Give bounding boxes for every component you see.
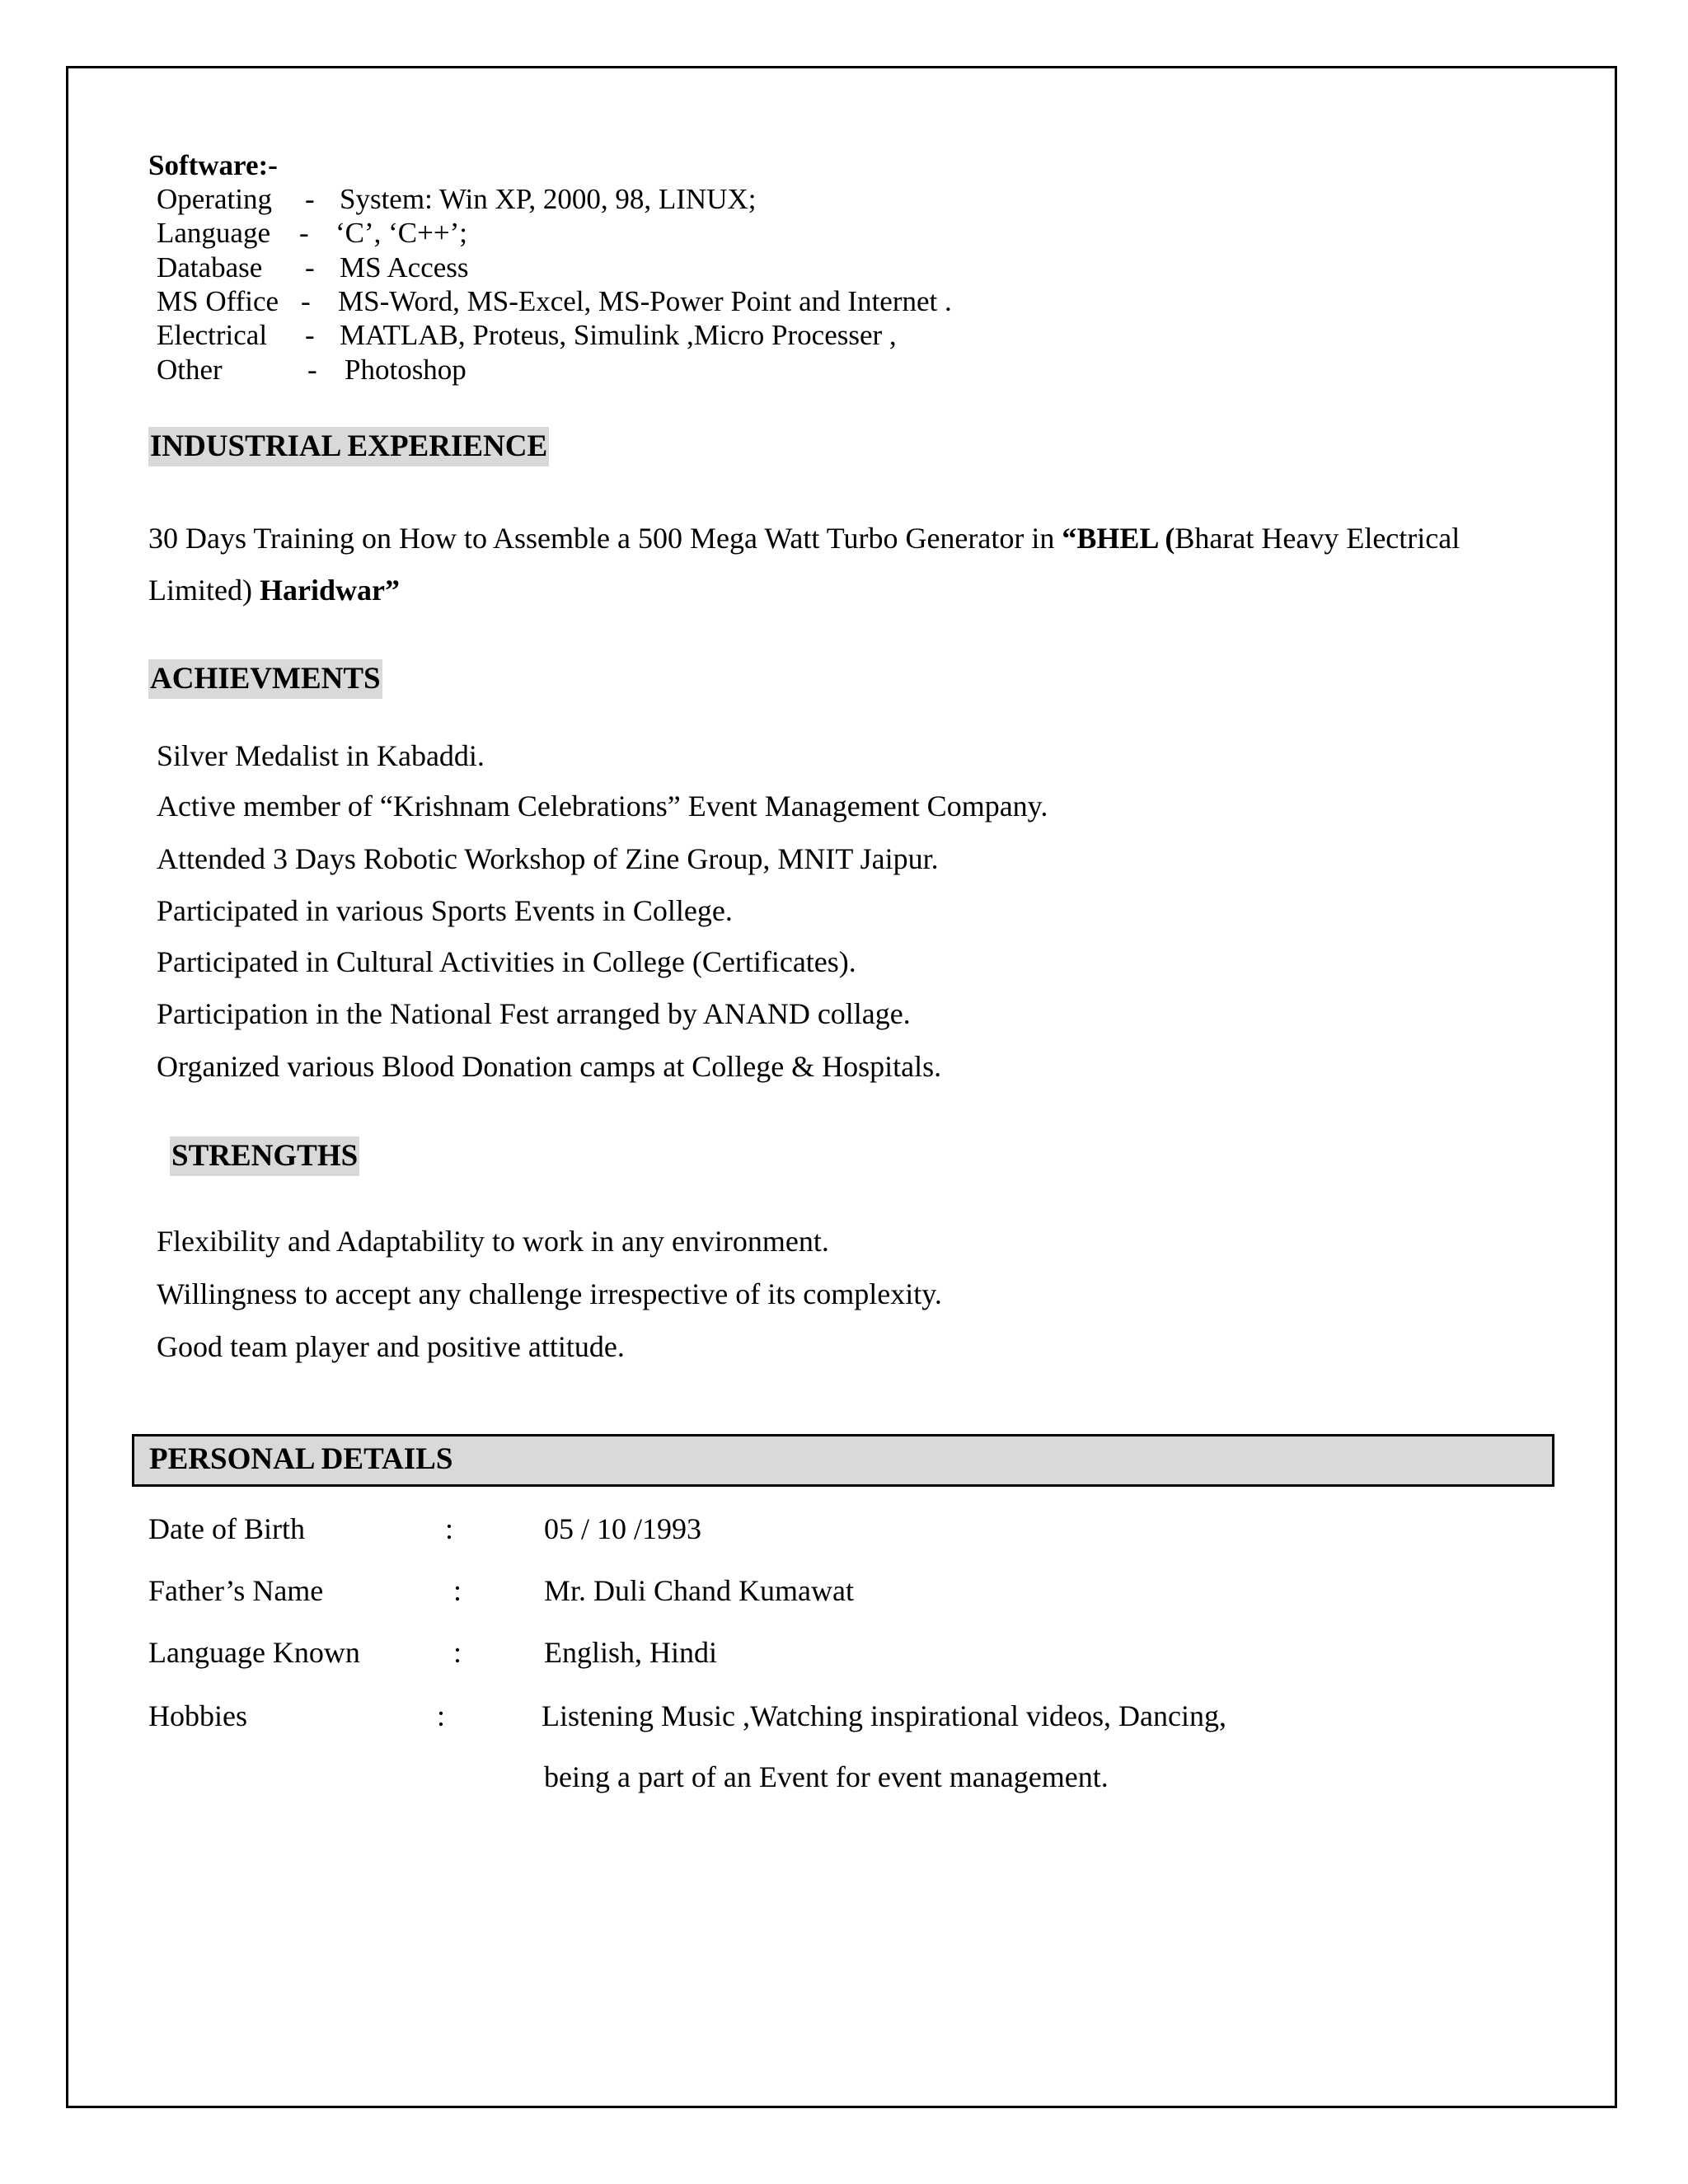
industrial-company-name: Bharat Heavy Electrical [1175,522,1461,555]
achievement-item: Participation in the National Fest arranged by ANAND collage. [157,997,911,1030]
software-dash: - [305,251,315,284]
software-value-database: MS Access [340,251,469,284]
page-border [66,66,1617,2108]
personal-colon: : [453,1574,462,1607]
achievement-item: Silver Medalist in Kabaddi. [157,739,485,772]
personal-value-dob: 05 / 10 /1993 [544,1512,702,1545]
personal-details-heading-bar [132,1434,1554,1487]
achievements-heading: ACHIEVMENTS [148,659,382,699]
personal-label-language: Language Known [148,1636,360,1669]
personal-label-dob: Date of Birth [148,1512,305,1545]
software-value-msoffice: MS-Word, MS-Excel, MS-Power Point and Internet . [338,285,952,317]
software-label-language: Language [157,217,270,249]
industrial-experience-heading: INDUSTRIAL EXPERIENCE [148,427,549,466]
software-label-database: Database [157,251,263,284]
personal-value-father: Mr. Duli Chand Kumawat [544,1574,854,1607]
software-dash: - [305,183,315,215]
personal-colon: : [453,1636,462,1669]
personal-details-heading: PERSONAL DETAILS [149,1442,453,1476]
software-label-operating: Operating [157,183,272,215]
software-value-language: ‘C’, ‘C++’; [335,217,468,249]
software-label-electrical: Electrical [157,319,268,351]
industrial-location-bold: Haridwar” [259,574,400,607]
personal-colon: : [445,1512,454,1545]
software-label-msoffice: MS Office [157,285,279,317]
industrial-experience-line-1 [148,520,1460,556]
industrial-text: 30 Days Training on How to Assemble a 500 Mega Watt Turbo Generator in [148,522,1062,555]
achievement-item: Participated in Cultural Activities in College (Certificates). [157,945,856,978]
software-value-other: Photoshop [345,354,467,386]
personal-value-hobbies-cont: being a part of an Event for event management. [544,1760,1109,1793]
software-value-operating: System: Win XP, 2000, 98, LINUX; [340,183,757,215]
achievement-item: Attended 3 Days Robotic Workshop of Zine Group, MNIT Jaipur. [157,842,939,875]
software-dash: - [307,354,317,386]
industrial-text: Limited) [148,574,260,607]
personal-value-hobbies: Listening Music ,Watching inspirational videos, Dancing, [542,1699,1226,1732]
software-dash: - [305,319,315,351]
strengths-heading: STRENGTHS [170,1137,359,1176]
personal-label-hobbies: Hobbies [148,1699,247,1732]
software-label-other: Other [157,354,223,386]
strength-item: Good team player and positive attitude. [157,1330,625,1363]
achievement-item: Organized various Blood Donation camps at College & Hospitals. [157,1050,942,1083]
personal-colon: : [437,1699,446,1732]
personal-value-language: English, Hindi [544,1636,718,1669]
software-dash: - [299,217,309,249]
achievement-item: Active member of “Krishnam Celebrations” Event Management Company. [157,790,1048,823]
strength-item: Flexibility and Adaptability to work in any environment. [157,1225,829,1258]
strength-item: Willingness to accept any challenge irrespective of its complexity. [157,1277,942,1310]
software-heading: Software:- [148,149,278,181]
industrial-experience-line-2 [148,572,400,608]
industrial-company-bold: “BHEL ( [1062,522,1175,555]
achievement-item: Participated in various Sports Events in College. [157,894,733,927]
software-dash: - [301,285,311,317]
software-value-electrical: MATLAB, Proteus, Simulink ,Micro Processer , [340,319,897,351]
personal-label-father: Father’s Name [148,1574,324,1607]
